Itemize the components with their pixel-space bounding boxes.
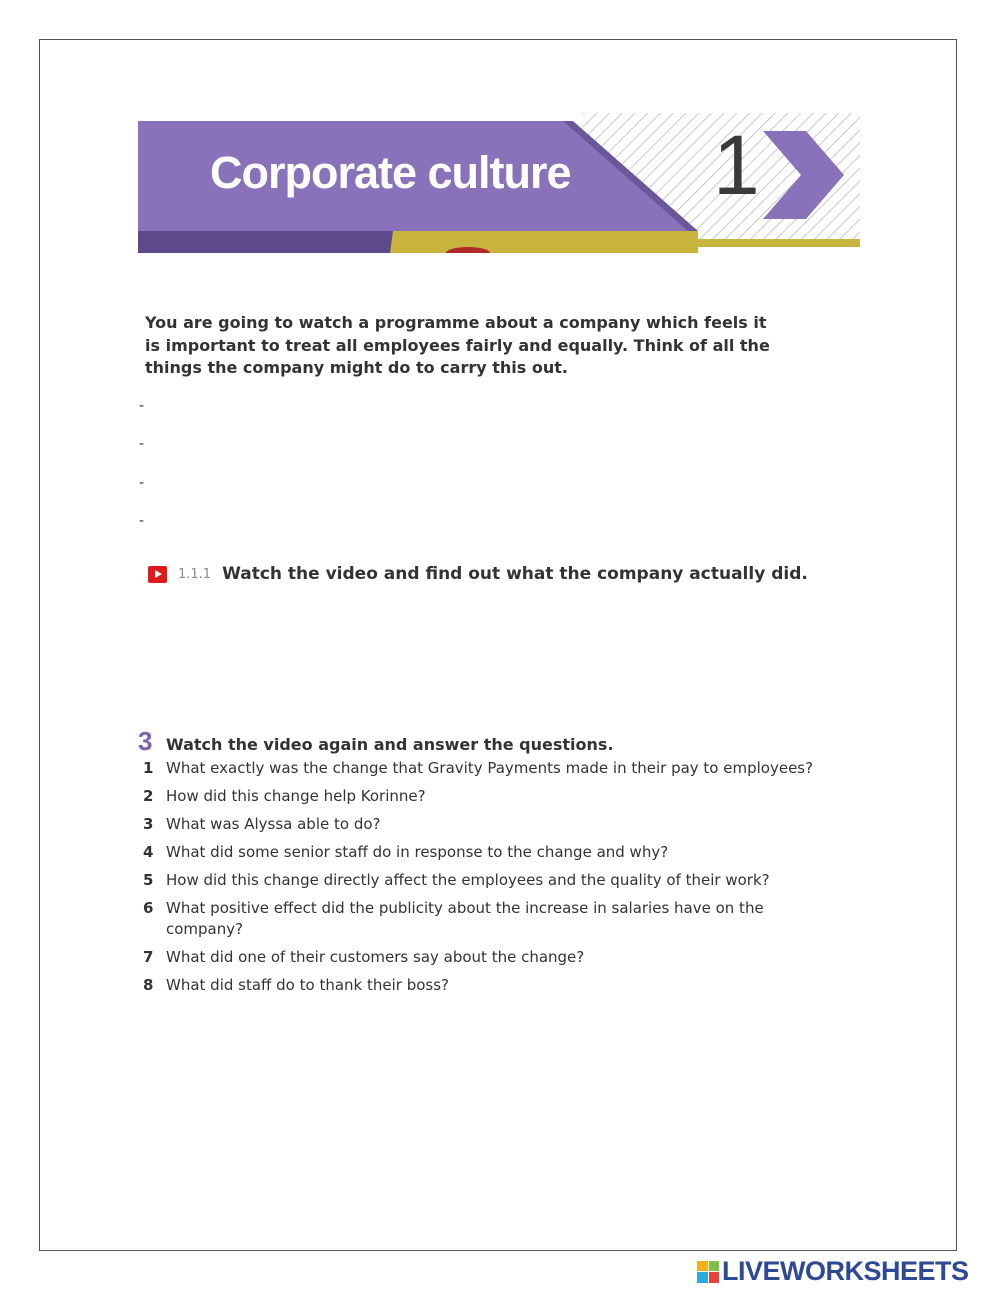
liveworksheets-logo [697, 1256, 969, 1287]
question-text: What positive effect did the publicity about the increase in salaries have on the company? [166, 899, 764, 938]
question-number: 3 [143, 815, 154, 833]
play-icon[interactable] [148, 566, 167, 583]
question-text: What was Alyssa able to do? [166, 815, 381, 833]
question-list [143, 758, 833, 1003]
answer-line-1[interactable]: - [139, 398, 145, 414]
question-number: 6 [143, 899, 154, 917]
unit-title: Corporate culture [210, 147, 571, 198]
question-number: 5 [143, 871, 154, 889]
answer-line-2[interactable]: - [139, 436, 145, 452]
video-instruction [148, 562, 808, 586]
question-text: What did some senior staff do in response to the change and why? [166, 843, 669, 861]
question-text: What exactly was the change that Gravity Payments made in their pay to employees? [166, 759, 814, 777]
exercise-number: 3 [138, 726, 153, 756]
question-item [143, 898, 833, 940]
question-item [143, 947, 833, 968]
unit-banner [138, 113, 860, 253]
intro-paragraph: You are going to watch a programme about a company which feels it is important to treat all employees fairly and equally. Think of all the things the company might do to carry this out. [145, 313, 770, 377]
answer-line-3[interactable]: - [139, 475, 145, 491]
question-text: How did this change help Korinne? [166, 787, 426, 805]
question-number: 4 [143, 843, 154, 861]
question-number: 7 [143, 948, 154, 966]
video-instruction-text: Watch the video and find out what the company actually did. [222, 564, 808, 584]
video-code: 1.1.1 [178, 566, 212, 582]
exercise-title: Watch the video again and answer the questions. [166, 735, 614, 754]
question-number: 8 [143, 976, 154, 994]
question-number: 2 [143, 787, 154, 805]
exercise-3-heading [138, 726, 614, 757]
answer-line-4[interactable]: - [139, 513, 145, 529]
liveworksheets-logo-text: LIVEWORKSHEETS [722, 1256, 969, 1286]
question-item [143, 814, 833, 835]
question-text: How did this change directly affect the employees and the quality of their work? [166, 871, 770, 889]
question-item [143, 975, 833, 996]
question-item [143, 842, 833, 863]
unit-number: 1 [713, 118, 760, 212]
question-text: What did staff do to thank their boss? [166, 976, 449, 994]
liveworksheets-logo-icon [697, 1261, 719, 1283]
question-item [143, 870, 833, 891]
question-number: 1 [143, 759, 154, 777]
question-text: What did one of their customers say about the change? [166, 948, 585, 966]
question-item [143, 786, 833, 807]
question-item [143, 758, 833, 779]
